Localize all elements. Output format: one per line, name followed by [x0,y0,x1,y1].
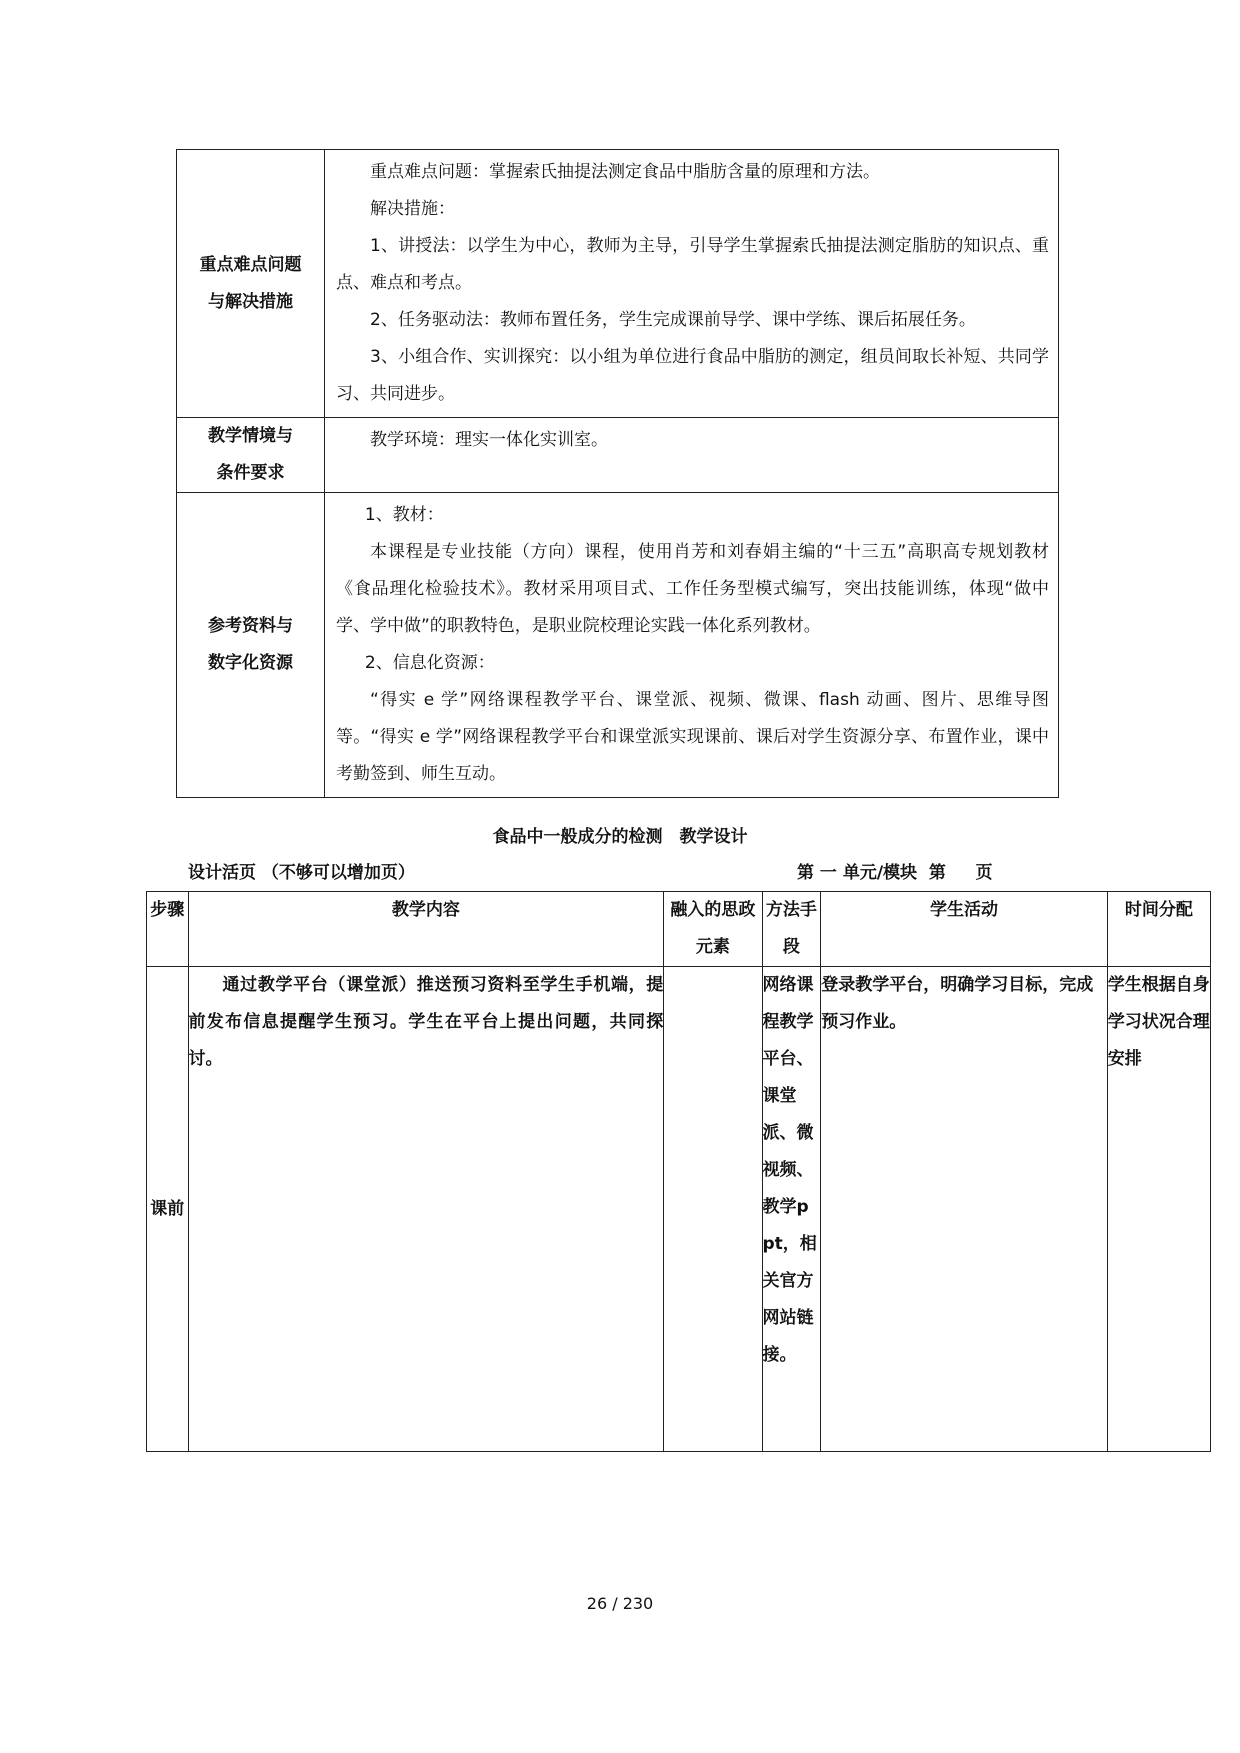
row-label-line: 教学情境与 [208,426,293,446]
paragraph: 1、讲授法：以学生为中心，教师为主导，引导学生掌握索氏抽提法测定脂肪的知识点、重点、难点和考点。 [336,236,1049,293]
header-method: 方法手段 [762,892,821,967]
row-content [325,493,1059,798]
header-content: 教学内容 [188,892,664,967]
paragraph: 本课程是专业技能（方向）课程，使用肖芳和刘春娟主编的“十三五”高职高专规划教材《食品理化检验技术》。教材采用项目式、工作任务型模式编写，突出技能训练，体现“做中学、学中做”的职教特色，是职业院校理论实践一体化系列教材。 [336,542,1049,636]
table-header-row [147,892,1211,967]
header-step: 步骤 [147,892,189,967]
design-title: 食品中一般成分的检测 教学设计 [492,827,748,847]
paragraph: 教学环境：理实一体化实训室。 [370,430,608,450]
header-sz: 融入的思政元素 [664,892,762,967]
page-number: 26 / 230 [586,1594,654,1613]
paragraph: 2、任务驱动法：教师布置任务，学生完成课前导学、课中学练、课后拓展任务。 [370,310,976,330]
header-time: 时间分配 [1107,892,1210,967]
cell-content: 通过教学平台（课堂派）推送预习资料至学生手机端，提前发布信息提醒学生预习。学生在平台上提出问题，共同探讨。 [188,967,664,1452]
table-row [147,967,1211,1452]
table-row [177,418,1059,493]
design-subtitle-left: 设计活页 （不够可以增加页） [188,863,415,883]
cell-time: 学生根据自身学习状况合理安排 [1107,967,1210,1452]
row-label-line: 参考资料与 [208,616,293,636]
paragraph: “得实 e 学”网络课程教学平台、课堂派、视频、微课、flash 动画、图片、思维导图等。“得实 e 学”网络课程教学平台和课堂派实现课前、课后对学生资源分享、布置作业，课中考勤签到、师生互动。 [336,690,1049,784]
row-label-line: 条件要求 [216,463,285,483]
paragraph: 2、信息化资源： [364,653,495,673]
row-label [177,150,325,418]
row-content [325,418,1059,493]
cell-sz [664,967,762,1452]
paragraph: 重点难点问题：掌握索氏抽提法测定食品中脂肪含量的原理和方法。 [370,162,880,182]
design-table [146,891,1211,1452]
row-label-line: 重点难点问题 [199,254,302,275]
row-label [177,493,325,798]
cell-activity: 登录教学平台，明确学习目标，完成预习作业。 [821,967,1108,1452]
row-label-line: 数字化资源 [208,653,293,673]
lesson-info-table [176,149,1059,798]
design-subtitle-right: 第 一 单元/模块 第 页 [797,863,993,883]
row-label [177,418,325,493]
table-row [177,493,1059,798]
paragraph: 3、小组合作、实训探究：以小组为单位进行食品中脂肪的测定，组员间取长补短、共同学习、共同进步。 [336,347,1049,404]
table-row [177,150,1059,418]
header-activity: 学生活动 [821,892,1108,967]
cell-step: 课前 [147,967,189,1452]
row-content [325,150,1059,418]
row-label-line: 与解决措施 [208,291,293,312]
cell-method: 网络课程教学平台、课堂派、微视频、教学ppt，相关官方网站链接。 [762,967,821,1452]
paragraph: 1、教材： [364,505,444,525]
paragraph: 解决措施： [370,199,455,219]
